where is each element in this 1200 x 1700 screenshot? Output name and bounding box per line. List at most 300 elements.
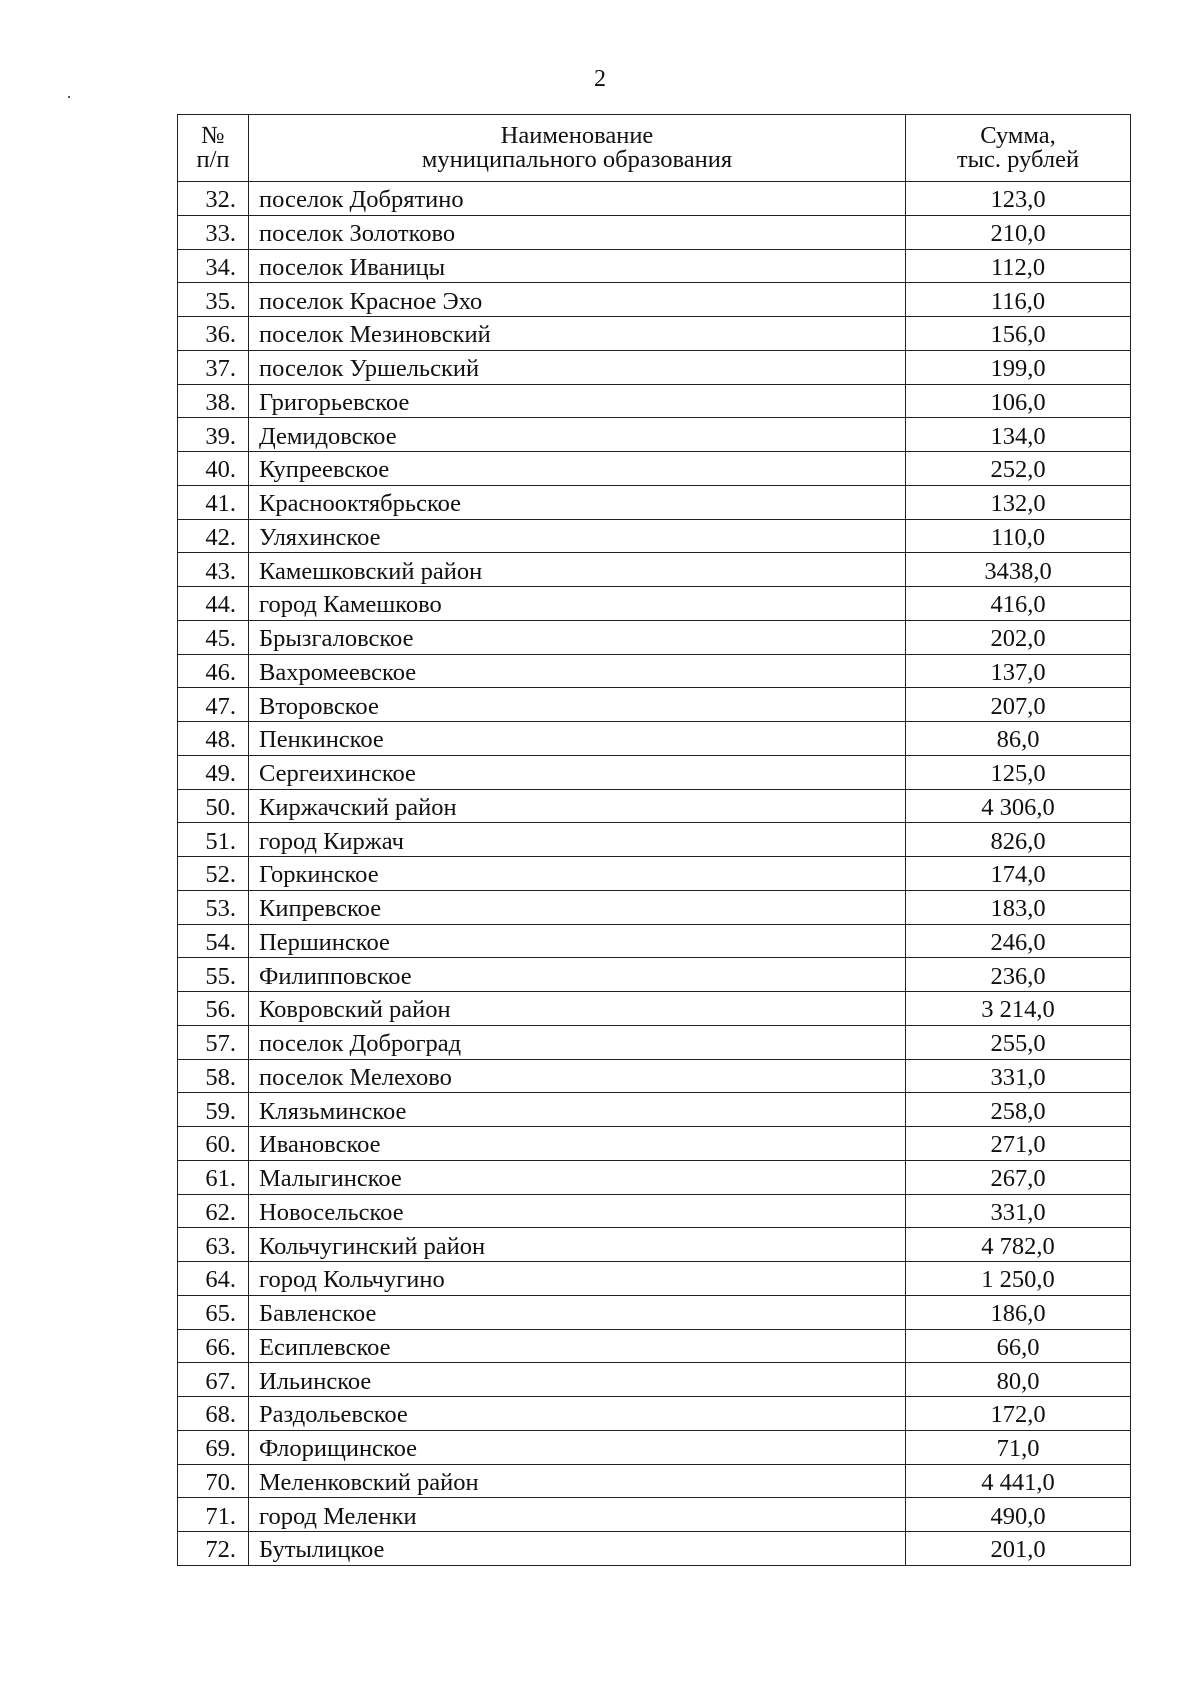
municipality-name-cell <box>249 1228 906 1262</box>
table-row <box>178 1228 1131 1262</box>
row-number-cell <box>178 1228 249 1262</box>
row-number-cell <box>178 283 249 317</box>
table-row <box>178 992 1131 1026</box>
amount: 137,0 <box>990 658 1046 686</box>
amount: 134,0 <box>990 422 1046 450</box>
municipality-name: Пенкинское <box>259 726 384 754</box>
header-num-line2: п/п <box>196 146 230 173</box>
municipality-name-cell <box>249 485 906 519</box>
amount-cell <box>906 519 1131 553</box>
table-row <box>178 384 1131 418</box>
table-row <box>178 654 1131 688</box>
municipality-name: Першинское <box>259 928 390 956</box>
municipality-name-cell <box>249 317 906 351</box>
municipality-name: Бавленское <box>259 1300 377 1327</box>
amount: 186,0 <box>990 1300 1046 1327</box>
amount: 210,0 <box>990 220 1046 247</box>
municipality-name-cell <box>249 789 906 823</box>
municipality-name-cell <box>249 755 906 789</box>
amount-cell <box>906 654 1131 688</box>
amount: 331,0 <box>990 1063 1046 1091</box>
amount: 125,0 <box>990 760 1046 787</box>
table-row <box>178 1498 1131 1532</box>
amount: 826,0 <box>990 827 1046 855</box>
row-number: 45. <box>205 625 236 652</box>
amount: 132,0 <box>990 490 1046 517</box>
municipality-name-cell <box>249 823 906 857</box>
row-number: 60. <box>205 1131 236 1159</box>
table-row <box>178 1127 1131 1161</box>
municipality-name-cell <box>249 1059 906 1093</box>
row-number-cell <box>178 688 249 722</box>
amount: 199,0 <box>990 355 1046 382</box>
municipality-name-cell <box>249 1160 906 1194</box>
amount: 172,0 <box>990 1401 1046 1429</box>
table-row <box>178 857 1131 891</box>
table-row <box>178 1363 1131 1397</box>
row-number-cell <box>178 182 249 216</box>
row-number-cell <box>178 215 249 249</box>
table-row <box>178 249 1131 283</box>
table-row <box>178 1093 1131 1127</box>
row-number: 34. <box>205 253 236 281</box>
table-row <box>178 418 1131 452</box>
municipality-name: Уляхинское <box>259 523 381 551</box>
row-number-cell <box>178 1363 249 1397</box>
row-number-cell <box>178 384 249 418</box>
municipality-name-cell <box>249 283 906 317</box>
amount-cell <box>906 924 1131 958</box>
table-row <box>178 688 1131 722</box>
municipality-name-cell <box>249 1093 906 1127</box>
amount: 4 782,0 <box>981 1232 1055 1260</box>
amount-cell <box>906 283 1131 317</box>
municipality-name-cell <box>249 1025 906 1059</box>
row-number-cell <box>178 1262 249 1296</box>
row-number: 52. <box>205 861 236 889</box>
municipality-name-cell <box>249 1329 906 1363</box>
amount: 490,0 <box>990 1502 1046 1530</box>
table-row <box>178 317 1131 351</box>
amount-cell <box>906 587 1131 621</box>
table-row <box>178 215 1131 249</box>
row-number-cell <box>178 553 249 587</box>
table-row <box>178 1262 1131 1296</box>
header-name <box>249 115 906 182</box>
table-row <box>178 1430 1131 1464</box>
table-row <box>178 1295 1131 1329</box>
municipality-name: Флорищинское <box>259 1435 418 1462</box>
amount-cell <box>906 755 1131 789</box>
row-number-cell <box>178 1160 249 1194</box>
municipality-name: Горкинское <box>259 861 379 889</box>
amount-cell <box>906 384 1131 418</box>
amount: 416,0 <box>990 591 1046 619</box>
row-number-cell <box>178 890 249 924</box>
amount-cell <box>906 1262 1131 1296</box>
row-number-cell <box>178 1194 249 1228</box>
amount: 183,0 <box>990 895 1046 922</box>
municipality-name-cell <box>249 890 906 924</box>
amount: 246,0 <box>990 928 1046 956</box>
row-number-cell <box>178 519 249 553</box>
row-number-cell <box>178 992 249 1026</box>
amount-cell <box>906 485 1131 519</box>
row-number-cell <box>178 755 249 789</box>
amount-cell <box>906 1093 1131 1127</box>
table-row <box>178 452 1131 486</box>
page-number: 2 <box>594 66 606 92</box>
amount: 80,0 <box>996 1367 1040 1395</box>
amount: 331,0 <box>990 1198 1046 1226</box>
row-number: 69. <box>205 1435 236 1462</box>
municipality-name-cell <box>249 1430 906 1464</box>
table-row <box>178 1160 1131 1194</box>
amount-cell <box>906 1059 1131 1093</box>
amount: 4 441,0 <box>981 1468 1055 1496</box>
row-number: 58. <box>205 1063 236 1091</box>
row-number-cell <box>178 1532 249 1566</box>
amount-cell <box>906 249 1131 283</box>
row-number: 62. <box>205 1198 236 1226</box>
row-number: 67. <box>205 1367 236 1395</box>
amount-cell <box>906 620 1131 654</box>
row-number: 32. <box>205 186 236 214</box>
amount-cell <box>906 1397 1131 1431</box>
municipality-name: Ильинское <box>259 1367 372 1395</box>
amount: 271,0 <box>990 1131 1046 1159</box>
row-number-cell <box>178 1059 249 1093</box>
header-num-line1: № <box>201 121 225 149</box>
row-number: 68. <box>205 1401 236 1429</box>
amount-cell <box>906 452 1131 486</box>
amount-cell <box>906 958 1131 992</box>
amount: 258,0 <box>990 1097 1046 1125</box>
amount: 156,0 <box>990 321 1046 349</box>
municipality-name-cell <box>249 553 906 587</box>
amount-cell <box>906 1127 1131 1161</box>
municipality-name-cell <box>249 1498 906 1532</box>
municipality-name: Есиплевское <box>259 1333 391 1361</box>
row-number: 37. <box>205 355 236 382</box>
municipality-name-cell <box>249 688 906 722</box>
amount-cell <box>906 215 1131 249</box>
amount-cell <box>906 1363 1131 1397</box>
municipality-name: Ковровский район <box>259 996 451 1024</box>
header-sum-line2: тыс. рублей <box>956 146 1080 173</box>
table-row <box>178 722 1131 756</box>
municipality-name: Раздольевское <box>259 1401 408 1429</box>
amount: 3 214,0 <box>981 996 1055 1024</box>
row-number: 48. <box>205 726 236 754</box>
row-number: 49. <box>205 760 236 787</box>
amount-cell <box>906 1025 1131 1059</box>
row-number-cell <box>178 1295 249 1329</box>
row-number: 71. <box>205 1502 236 1530</box>
amount-cell <box>906 722 1131 756</box>
row-number: 61. <box>205 1165 236 1192</box>
municipality-name-cell <box>249 992 906 1026</box>
municipality-name: Бутылицкое <box>259 1536 385 1564</box>
row-number-cell <box>178 1025 249 1059</box>
amount-cell <box>906 317 1131 351</box>
amount-cell <box>906 1498 1131 1532</box>
municipality-name: Камешковский район <box>259 557 483 585</box>
row-number: 36. <box>205 321 236 349</box>
municipality-name-cell <box>249 249 906 283</box>
municipality-name-cell <box>249 620 906 654</box>
amount-cell <box>906 1228 1131 1262</box>
amount-cell <box>906 992 1131 1026</box>
municipality-name: город Киржач <box>259 827 404 855</box>
municipality-name-cell <box>249 182 906 216</box>
municipality-name-cell <box>249 1262 906 1296</box>
amount: 202,0 <box>990 625 1046 652</box>
table-row <box>178 283 1131 317</box>
table-row <box>178 1194 1131 1228</box>
municipality-name: поселок Добрятино <box>259 186 464 214</box>
municipality-name: Новосельское <box>259 1198 404 1226</box>
municipality-name: Киржачский район <box>259 793 457 821</box>
row-number-cell <box>178 654 249 688</box>
amount: 3438,0 <box>984 557 1052 585</box>
table-row <box>178 1329 1131 1363</box>
municipality-name-cell <box>249 1194 906 1228</box>
municipality-name: поселок Мезиновский <box>259 321 491 349</box>
amount-cell <box>906 418 1131 452</box>
table-row <box>178 1059 1131 1093</box>
amount-cell <box>906 553 1131 587</box>
row-number-cell <box>178 350 249 384</box>
municipality-name: поселок Золотково <box>259 220 456 247</box>
municipality-name-cell <box>249 215 906 249</box>
row-number: 63. <box>205 1232 236 1260</box>
row-number: 70. <box>205 1468 236 1496</box>
row-number: 47. <box>205 692 236 720</box>
municipality-name: Меленковский район <box>259 1468 479 1496</box>
municipality-name-cell <box>249 1397 906 1431</box>
table-row <box>178 1464 1131 1498</box>
amount: 1 250,0 <box>981 1266 1055 1294</box>
amount-cell <box>906 688 1131 722</box>
table-body <box>178 182 1131 1566</box>
amount: 106,0 <box>990 388 1046 416</box>
row-number: 66. <box>205 1333 236 1361</box>
row-number-cell <box>178 857 249 891</box>
header-name-line1: Наименование <box>500 121 654 149</box>
amount-cell <box>906 1329 1131 1363</box>
amount: 110,0 <box>990 523 1046 551</box>
municipality-name: Брызгаловское <box>259 625 414 652</box>
municipality-name-cell <box>249 418 906 452</box>
municipality-name-cell <box>249 857 906 891</box>
row-number: 64. <box>205 1266 236 1294</box>
row-number-cell <box>178 958 249 992</box>
table-row <box>178 553 1131 587</box>
amount: 112,0 <box>990 253 1046 281</box>
municipality-name: Второвское <box>259 692 379 720</box>
amount-cell <box>906 823 1131 857</box>
table-row <box>178 587 1131 621</box>
municipality-name: Малыгинское <box>259 1165 402 1192</box>
header-sum <box>906 115 1131 182</box>
row-number: 50. <box>205 793 236 821</box>
municipality-name-cell <box>249 924 906 958</box>
municipality-name: Кипревское <box>259 895 382 922</box>
municipality-name: Вахромеевское <box>259 658 417 686</box>
amount-cell <box>906 1464 1131 1498</box>
row-number: 65. <box>205 1300 236 1327</box>
row-number: 46. <box>205 658 236 686</box>
municipality-name: Купреевское <box>259 456 390 484</box>
allocation-table <box>177 114 1131 1566</box>
amount: 267,0 <box>990 1165 1046 1192</box>
scan-speck <box>68 96 70 98</box>
amount: 236,0 <box>990 962 1046 990</box>
municipality-name-cell <box>249 452 906 486</box>
row-number-cell <box>178 1127 249 1161</box>
row-number-cell <box>178 823 249 857</box>
row-number: 44. <box>205 591 236 619</box>
amount: 71,0 <box>996 1435 1040 1462</box>
row-number: 57. <box>205 1030 236 1057</box>
amount-cell <box>906 1430 1131 1464</box>
row-number: 35. <box>205 287 236 315</box>
row-number-cell <box>178 1464 249 1498</box>
table-row <box>178 1025 1131 1059</box>
table-row <box>178 1397 1131 1431</box>
header-name-line2: муниципального образования <box>421 146 733 173</box>
municipality-name: Григорьевское <box>259 388 410 416</box>
municipality-name: Клязьминское <box>259 1097 407 1125</box>
municipality-name: поселок Красное Эхо <box>259 287 483 315</box>
table-row <box>178 485 1131 519</box>
amount-cell <box>906 182 1131 216</box>
municipality-name-cell <box>249 1295 906 1329</box>
row-number-cell <box>178 587 249 621</box>
row-number: 56. <box>205 996 236 1024</box>
row-number-cell <box>178 789 249 823</box>
municipality-name: город Меленки <box>259 1502 417 1530</box>
row-number-cell <box>178 924 249 958</box>
amount-cell <box>906 1194 1131 1228</box>
amount: 116,0 <box>990 287 1046 315</box>
row-number: 42. <box>205 523 236 551</box>
row-number: 38. <box>205 388 236 416</box>
municipality-name-cell <box>249 1464 906 1498</box>
table-row <box>178 182 1131 216</box>
table-row <box>178 823 1131 857</box>
table-row <box>178 755 1131 789</box>
municipality-name-cell <box>249 654 906 688</box>
municipality-name: поселок Доброград <box>259 1030 462 1057</box>
amount: 201,0 <box>990 1536 1046 1564</box>
amount: 255,0 <box>990 1030 1046 1057</box>
row-number-cell <box>178 1397 249 1431</box>
municipality-name: Сергеихинское <box>259 760 416 787</box>
municipality-name: Краснооктябрьское <box>259 490 462 517</box>
municipality-name: поселок Иваницы <box>259 253 446 281</box>
amount-cell <box>906 1160 1131 1194</box>
table-row <box>178 924 1131 958</box>
amount-cell <box>906 857 1131 891</box>
amount: 4 306,0 <box>981 793 1055 821</box>
amount: 66,0 <box>996 1333 1040 1361</box>
row-number-cell <box>178 249 249 283</box>
row-number-cell <box>178 418 249 452</box>
row-number: 51. <box>205 827 236 855</box>
municipality-name: поселок Мелехово <box>259 1063 452 1091</box>
municipality-name: город Кольчугино <box>259 1266 445 1294</box>
municipality-name-cell <box>249 350 906 384</box>
row-number: 59. <box>205 1097 236 1125</box>
table-row <box>178 519 1131 553</box>
amount-cell <box>906 1295 1131 1329</box>
municipality-name: город Камешково <box>259 591 442 619</box>
row-number-cell <box>178 1329 249 1363</box>
municipality-name: Демидовское <box>259 422 397 450</box>
municipality-name-cell <box>249 722 906 756</box>
table-row <box>178 890 1131 924</box>
row-number-cell <box>178 1498 249 1532</box>
municipality-name-cell <box>249 1127 906 1161</box>
row-number: 39. <box>205 422 236 450</box>
row-number: 33. <box>205 220 236 247</box>
municipality-name-cell <box>249 519 906 553</box>
row-number: 55. <box>205 962 236 990</box>
amount: 252,0 <box>990 456 1046 484</box>
municipality-name: Ивановское <box>259 1131 381 1159</box>
row-number: 54. <box>205 928 236 956</box>
row-number-cell <box>178 485 249 519</box>
table-row <box>178 620 1131 654</box>
amount: 123,0 <box>990 186 1046 214</box>
municipality-name-cell <box>249 587 906 621</box>
municipality-name: Кольчугинский район <box>259 1232 486 1260</box>
municipality-name-cell <box>249 384 906 418</box>
header-sum-line1: Сумма, <box>980 121 1056 149</box>
row-number: 53. <box>205 895 236 922</box>
municipality-name-cell <box>249 1363 906 1397</box>
municipality-name: Филипповское <box>259 962 412 990</box>
table-row <box>178 958 1131 992</box>
amount-cell <box>906 1532 1131 1566</box>
municipality-name: поселок Уршельский <box>259 355 480 382</box>
amount: 174,0 <box>990 861 1046 889</box>
table-row <box>178 350 1131 384</box>
row-number-cell <box>178 317 249 351</box>
row-number: 40. <box>205 456 236 484</box>
row-number: 43. <box>205 557 236 585</box>
amount-cell <box>906 350 1131 384</box>
amount: 86,0 <box>996 726 1040 754</box>
row-number-cell <box>178 1430 249 1464</box>
table-row <box>178 789 1131 823</box>
row-number-cell <box>178 1093 249 1127</box>
row-number-cell <box>178 452 249 486</box>
row-number-cell <box>178 722 249 756</box>
amount: 207,0 <box>990 692 1046 720</box>
municipality-name-cell <box>249 958 906 992</box>
amount-cell <box>906 789 1131 823</box>
table-row <box>178 1532 1131 1566</box>
table-header <box>178 115 1131 182</box>
amount-cell <box>906 890 1131 924</box>
row-number-cell <box>178 620 249 654</box>
municipality-name-cell <box>249 1532 906 1566</box>
header-num <box>178 115 249 182</box>
row-number: 72. <box>205 1536 236 1564</box>
